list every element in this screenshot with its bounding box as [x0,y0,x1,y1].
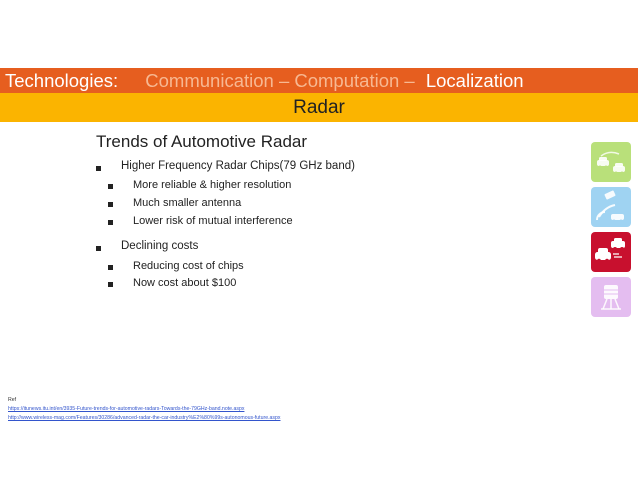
bullet-square-icon [108,202,113,207]
title-inactive-items: Communication – Computation – [145,70,415,91]
bullet-text: Declining costs [121,240,199,252]
localization-cars-icon[interactable] [591,232,631,272]
slide-heading: Trends of Automotive Radar [96,132,308,151]
sub-bullet-text: More reliable & higher resolution [133,179,292,191]
bullet-square-icon [96,166,101,171]
sub-bullet-text: Much smaller antenna [133,197,242,209]
subtitle: Radar [293,97,345,118]
reference-link-itu[interactable]: https://itunews.itu.int/en/3935-Future-trends-for-automotive-radars-Towards-the-79GHz-band.note.aspx [8,406,245,412]
bullet-square-icon [96,246,101,251]
bullet-square-icon [108,265,113,270]
sub-bullet-text: Now cost about $100 [133,277,237,289]
title-prefix: Technologies: [5,70,119,91]
computation-satellite-icon[interactable] [591,187,631,227]
references-label: Ref [8,397,17,403]
reference-link-wireless-mag[interactable]: http://www.wireless-mag.com/Features/30286/advanced-radar-the-car-industry%E2%80%99s-autonomous-future.aspx [8,415,281,421]
communication-cars-icon[interactable] [591,142,631,182]
bullet-square-icon [108,282,113,287]
sensor-device-icon[interactable] [591,277,631,317]
title-active-item: Localization [425,70,524,91]
sub-bullet-text: Lower risk of mutual interference [133,215,293,227]
sub-bullet-text: Reducing cost of chips [133,260,244,272]
bullet-square-icon [108,184,113,189]
bullet-text: Higher Frequency Radar Chips(79 GHz band) [121,160,355,172]
references [8,396,280,423]
bullet-square-icon [108,220,113,225]
